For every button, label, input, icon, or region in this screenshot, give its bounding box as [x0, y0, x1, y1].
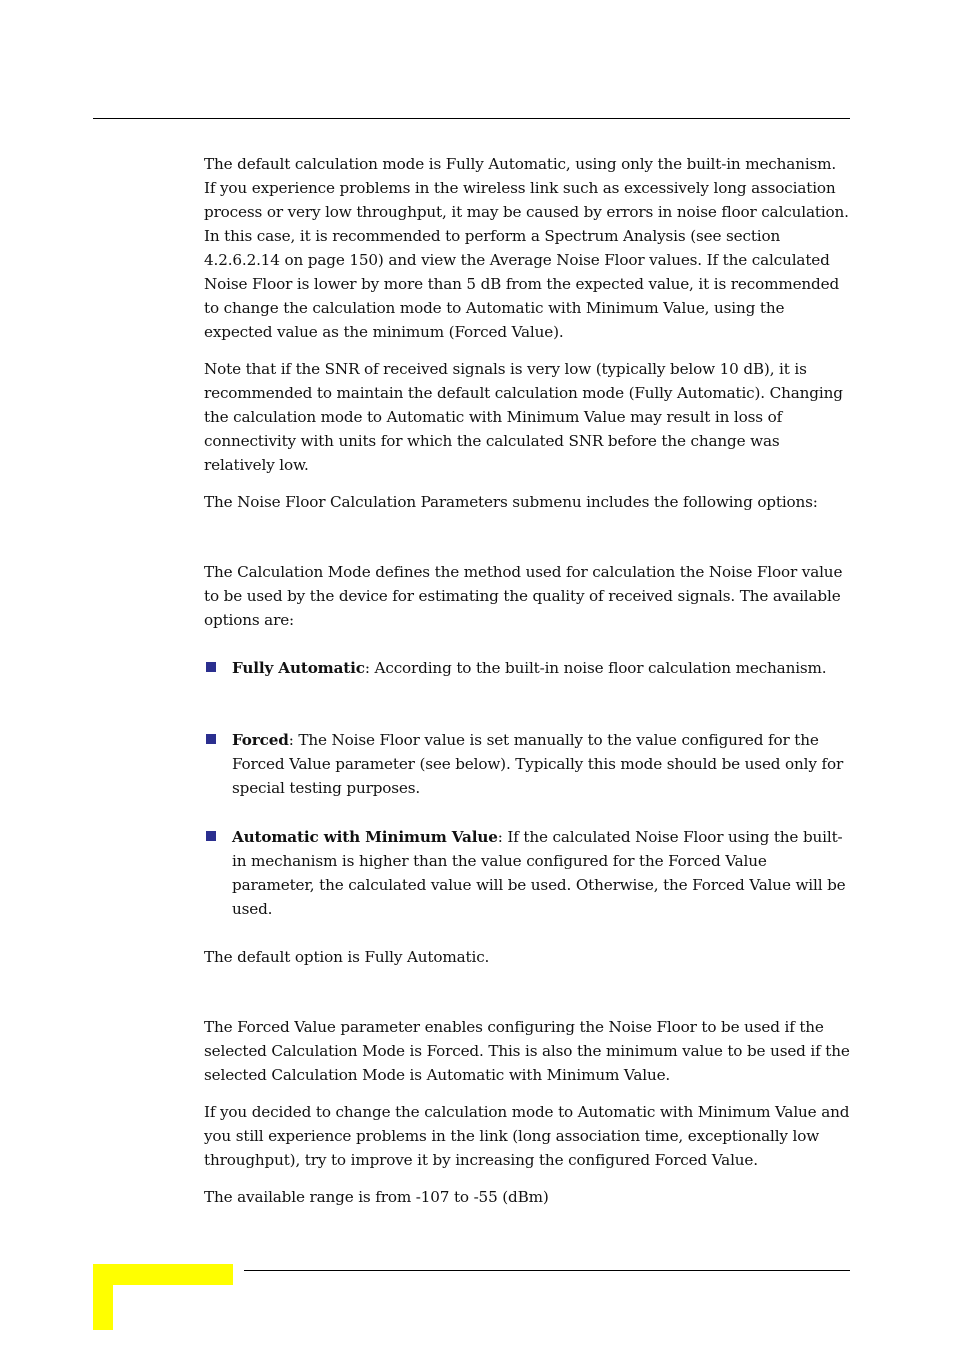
bullet-text: : According to the built-in noise floor calculation mechanism. [364, 659, 827, 677]
footer-rule [244, 1270, 850, 1271]
bullet-square-icon [206, 831, 216, 841]
bullet-item-forced [232, 728, 850, 800]
paragraph-range: The available range is from -107 to -55 (dBm) [204, 1188, 549, 1206]
bullet-term: Automatic with Minimum Value [232, 828, 498, 846]
bullet-text: : The Noise Floor value is set manually to the value configured for the Forced Value parameter (see below). Typically this mode should be used only for special testing purposes. [232, 731, 844, 797]
bullet-square-icon [206, 662, 216, 672]
paragraph-default-option: The default option is Fully Automatic. [204, 948, 490, 966]
bullet-term: Fully Automatic [232, 659, 365, 677]
footer-accent-bar [93, 1264, 233, 1285]
bullet-item-fully-automatic [232, 656, 850, 680]
paragraph-calculation-mode: The Calculation Mode defines the method used for calculation the Noise Floor value to be used by the device for estimating the quality of received signals. The available options are: [204, 563, 843, 629]
paragraph-snr-note: Note that if the SNR of received signals is very low (typically below 10 dB), it is recommended to maintain the default calculation mode (Fully Automatic). Changing the calculation mode to Automatic with Minimum Value may result in loss of connectivity with units for which the calculated SNR before the change was relatively low. [204, 360, 843, 474]
bullet-item-automatic-min [232, 825, 850, 921]
footer-accent-stem [93, 1264, 113, 1330]
bullet-square-icon [206, 734, 216, 744]
bullet-term: Forced [232, 731, 289, 749]
paragraph-forced-value: The Forced Value parameter enables configuring the Noise Floor to be used if the selected Calculation Mode is Forced. This is also the minimum value to be used if the selected Calculation Mode is Automatic with Minimum Value. [204, 1018, 850, 1084]
header-rule [93, 118, 850, 119]
bullet-text: : If the calculated Noise Floor using the built-in mechanism is higher than the value configured for the Forced Value parameter, the calculated value will be used. Otherwise, the Forced Value will be used. [232, 828, 846, 918]
paragraph-submenu-intro: The Noise Floor Calculation Parameters submenu includes the following options: [204, 493, 818, 511]
paragraph-default-mode: The default calculation mode is Fully Automatic, using only the built-in mechanism. If you experience problems in the wireless link such as excessively long association process or very low throughput, it may be caused by errors in noise floor calculation. In this case, it is recommended to perform a Spectrum Analysis (see section 4.2.6.2.14 on page 150) and view the Average Noise Floor values. If the calculated Noise Floor is lower by more than 5 dB from the expected value, it is recommended to change the calculation mode to Automatic with Minimum Value, using the expected value as the minimum (Forced Value). [204, 155, 849, 341]
paragraph-forced-value-advice: If you decided to change the calculation mode to Automatic with Minimum Value and you still experience problems in the link (long association time, exceptionally low throughput), try to improve it by increasing the configured Forced Value. [204, 1103, 850, 1169]
